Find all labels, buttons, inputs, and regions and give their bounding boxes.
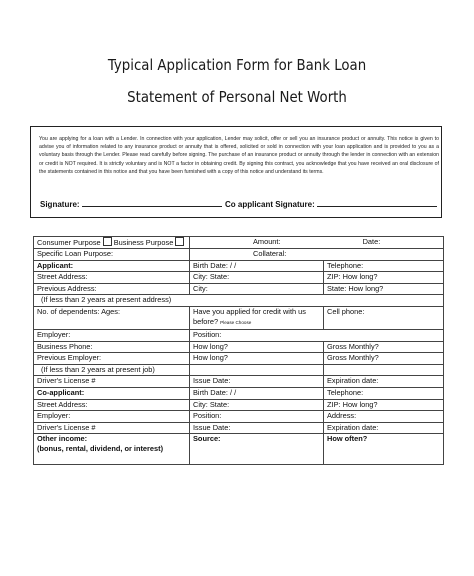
other-income-cell[interactable]	[34, 434, 190, 465]
co-zip-howlong-cell[interactable]	[324, 399, 444, 411]
employer-cell[interactable]	[34, 329, 190, 341]
city-state-label: City: State:	[193, 272, 230, 282]
co-employer-cell[interactable]	[34, 411, 190, 423]
job-note-label: (If less than 2 years at present job)	[41, 364, 155, 374]
date-label: Date:	[362, 237, 381, 246]
co-issue-date-cell[interactable]	[190, 422, 324, 434]
co-position-cell[interactable]	[190, 411, 324, 423]
drivers-license-label: Driver's License #	[37, 376, 96, 386]
table-row	[34, 260, 444, 272]
co-zip-howlong-label: ZIP: How long?	[327, 399, 378, 409]
table-row	[34, 272, 444, 284]
co-issue-date-label: Issue Date:	[193, 422, 231, 432]
co-address-label: Address:	[327, 411, 357, 421]
co-drivers-license-label: Driver's License #	[37, 422, 96, 432]
co-city-state-label: City: State:	[193, 399, 230, 409]
form-title: Typical Application Form for Bank Loan	[107, 56, 367, 74]
issue-date-cell[interactable]	[190, 376, 324, 388]
insurance-notice-text: You are applying for a loan with a Lender. In connection with your application, Lender may solicit, offer or sell you an insurance product or annuity. This notice is given to advise you of information related to any insurance product or annuity that is offered, solicited or sold in connection with your loan application and is provided to you as a voluntary basis through the Lender. Please read carefully before signing. The purchase of an insurance product or annuity through the lender in connection with an extension or credit is NOT required. It is strictly voluntary and is NOT a factor in obtaining credit. By signing this contract, you acknowledge that you have received an oral disclosure of the statements contained in this notice and that you have been furnished with a copy of this notice and understand its terms.	[39, 136, 439, 175]
signature-label: Signature:	[40, 200, 80, 209]
business-purpose-label: Business Purpose	[113, 238, 174, 247]
co-applicant-signature-line[interactable]	[317, 199, 437, 207]
how-often-cell[interactable]	[324, 434, 444, 465]
street-address-cell[interactable]	[34, 272, 190, 284]
co-applicant-signature-label: Co applicant Signature:	[225, 200, 315, 209]
drivers-license-cell[interactable]	[34, 376, 190, 388]
table-row	[34, 295, 444, 307]
telephone-cell[interactable]	[324, 260, 444, 272]
employer-label: Employer:	[37, 329, 71, 339]
business-phone-label: Business Phone:	[37, 341, 93, 351]
previous-employer-label: Previous Employer:	[37, 353, 102, 363]
other-income-detail: (bonus, rental, dividend, or interest)	[37, 444, 164, 454]
co-applicant-cell[interactable]	[34, 387, 190, 399]
gross-monthly-label: Gross Monthly?	[327, 341, 379, 351]
co-applicant-signature-field[interactable]	[225, 199, 437, 209]
co-employer-label: Employer:	[37, 411, 71, 421]
cell-phone-label: Cell phone:	[327, 306, 365, 316]
business-phone-cell[interactable]	[34, 341, 190, 353]
table-row	[34, 249, 444, 261]
previous-employer-cell[interactable]	[34, 353, 190, 365]
job-note-cell	[34, 364, 190, 376]
co-city-state-cell[interactable]	[190, 399, 324, 411]
position-label: Position:	[193, 329, 222, 339]
co-birth-date-cell[interactable]	[190, 387, 324, 399]
previous-city-label: City:	[193, 283, 208, 293]
applied-before-label: Have you applied for credit with us before?	[193, 306, 306, 326]
table-row	[34, 422, 444, 434]
expiration-date-label: Expiration date:	[327, 376, 379, 386]
telephone-label: Telephone:	[327, 260, 364, 270]
address-note-cell	[34, 295, 444, 307]
table-row	[34, 341, 444, 353]
signature-line[interactable]	[82, 199, 222, 207]
collateral-cell[interactable]	[190, 249, 444, 261]
how-often-label: How often?	[327, 434, 368, 444]
consumer-purpose-label: Consumer Purpose	[37, 238, 101, 247]
birth-date-label: Birth Date: / /	[193, 260, 237, 270]
please-choose-dropdown[interactable]: Please Choose	[220, 319, 252, 325]
previous-state-cell[interactable]	[324, 283, 444, 295]
table-row	[34, 283, 444, 295]
source-label: Source:	[193, 434, 221, 444]
business-purpose-checkbox[interactable]	[175, 237, 184, 246]
table-row	[34, 411, 444, 423]
co-street-address-label: Street Address:	[37, 399, 88, 409]
co-position-label: Position:	[193, 411, 222, 421]
previous-how-long-cell[interactable]	[190, 353, 324, 365]
birth-date-cell[interactable]	[190, 260, 324, 272]
how-long-cell[interactable]	[190, 341, 324, 353]
street-address-label: Street Address:	[37, 272, 88, 282]
previous-how-long-label: How long?	[193, 353, 228, 363]
consumer-purpose-checkbox[interactable]	[103, 237, 112, 246]
table-row	[34, 329, 444, 341]
loan-purpose-cell[interactable]	[34, 249, 190, 261]
co-expiration-date-label: Expiration date:	[327, 422, 379, 432]
table-row	[34, 353, 444, 365]
table-row	[34, 387, 444, 399]
table-row	[34, 399, 444, 411]
zip-howlong-label: ZIP: How long?	[327, 272, 378, 282]
collateral-label: Collateral:	[253, 249, 287, 258]
table-row	[34, 434, 444, 465]
previous-state-label: State: How long?	[327, 283, 384, 293]
amount-date-cell[interactable]	[190, 237, 444, 249]
dependents-label: No. of dependents: Ages:	[37, 306, 120, 316]
other-income-label: Other income:	[37, 434, 88, 444]
previous-city-cell[interactable]	[190, 283, 324, 295]
previous-gross-monthly-cell[interactable]	[324, 353, 444, 365]
form-subtitle: Statement of Personal Net Worth	[127, 88, 347, 106]
co-birth-date-label: Birth Date: / /	[193, 387, 237, 397]
cell-phone-cell[interactable]	[324, 306, 444, 329]
dependents-cell[interactable]	[34, 306, 190, 329]
empty-cell	[190, 364, 324, 376]
previous-gross-monthly-label: Gross Monthly?	[327, 353, 379, 363]
co-applicant-label: Co-applicant:	[37, 387, 85, 397]
co-expiration-date-cell[interactable]	[324, 422, 444, 434]
table-row	[34, 364, 444, 376]
previous-address-cell[interactable]	[34, 283, 190, 295]
signature-field[interactable]	[40, 199, 222, 209]
purpose-cell	[34, 237, 190, 249]
specific-loan-purpose-label: Specific Loan Purpose:	[37, 249, 114, 258]
empty-cell	[324, 364, 444, 376]
position-cell[interactable]	[190, 329, 444, 341]
table-row	[34, 237, 444, 249]
co-drivers-license-cell[interactable]	[34, 422, 190, 434]
previous-address-label: Previous Address:	[37, 283, 97, 293]
applicant-label: Applicant:	[37, 260, 74, 270]
issue-date-label: Issue Date:	[193, 376, 231, 386]
co-telephone-label: Telephone:	[327, 387, 364, 397]
co-address-cell[interactable]	[324, 411, 444, 423]
applied-before-cell[interactable]	[190, 306, 324, 329]
gross-monthly-cell[interactable]	[324, 341, 444, 353]
address-note-label: (If less than 2 years at present address)	[41, 295, 172, 305]
zip-howlong-cell[interactable]	[324, 272, 444, 284]
applicant-cell[interactable]	[34, 260, 190, 272]
table-row	[34, 376, 444, 388]
loan-application-table	[33, 236, 444, 465]
expiration-date-cell[interactable]	[324, 376, 444, 388]
city-state-cell[interactable]	[190, 272, 324, 284]
how-long-label: How long?	[193, 341, 228, 351]
co-street-address-cell[interactable]	[34, 399, 190, 411]
table-row	[34, 306, 444, 329]
source-cell[interactable]	[190, 434, 324, 465]
co-telephone-cell[interactable]	[324, 387, 444, 399]
amount-label: Amount:	[253, 237, 281, 246]
